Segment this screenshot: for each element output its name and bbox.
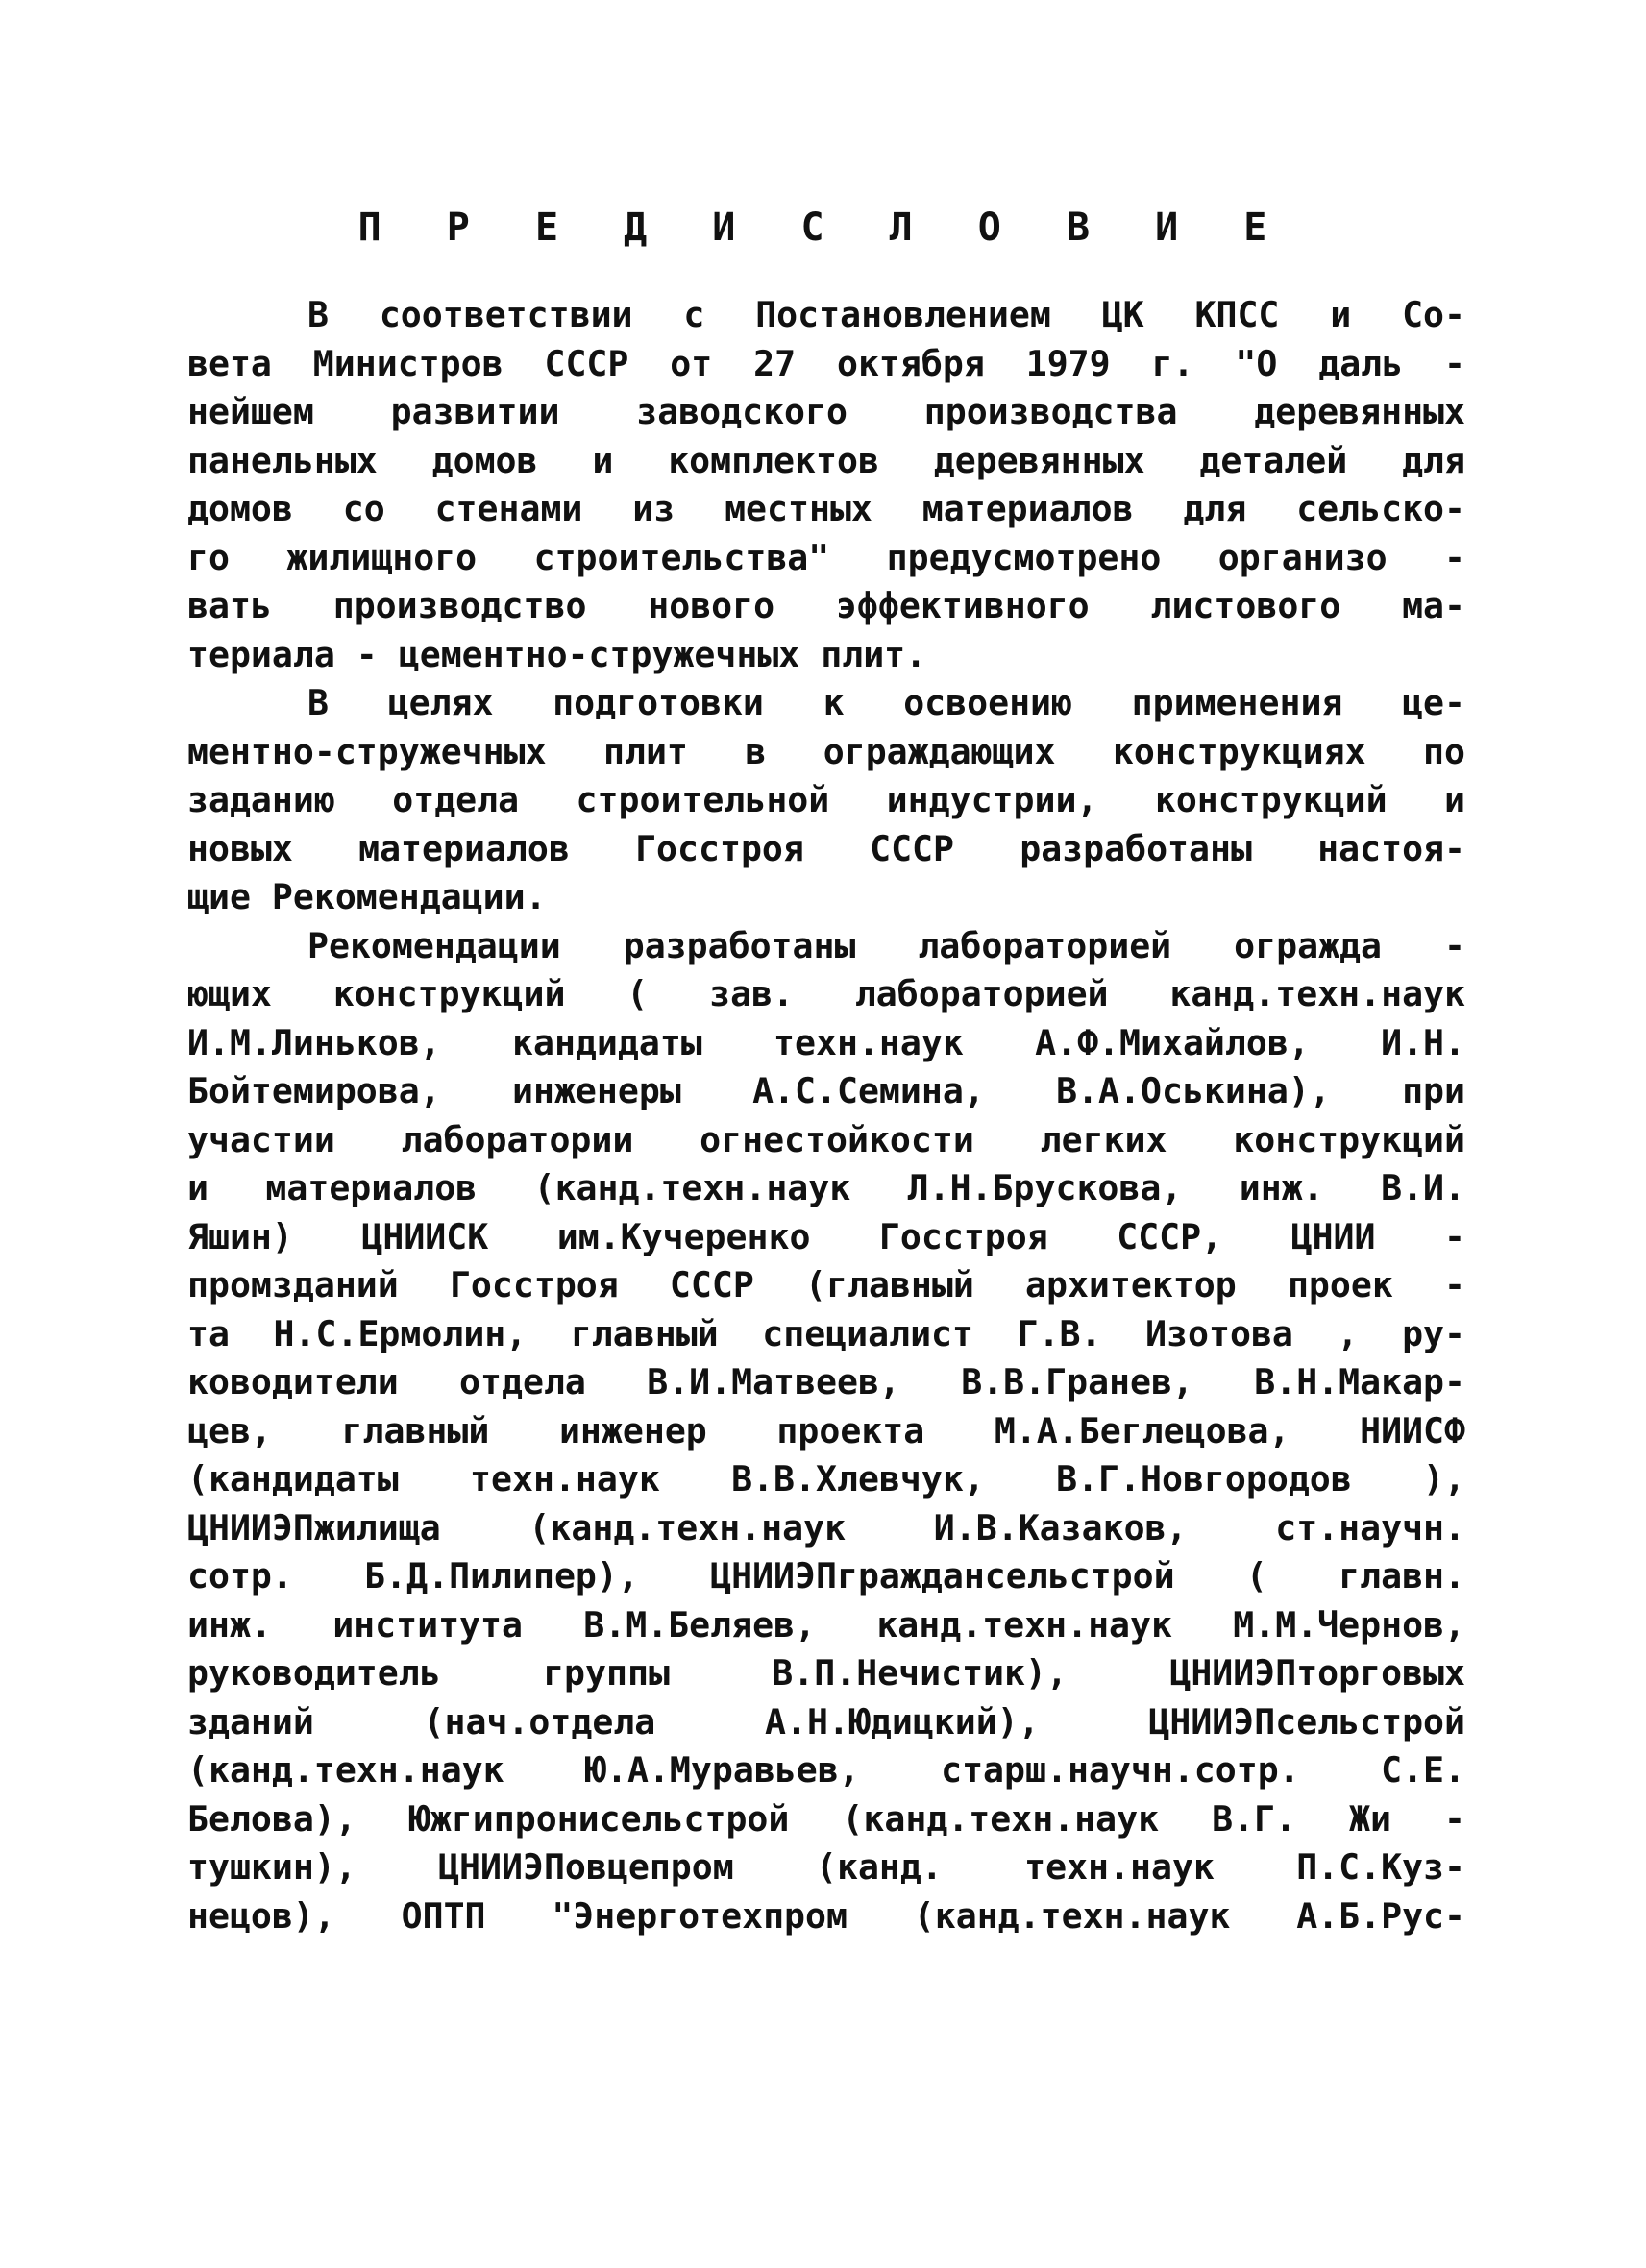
text-line: промзданий Госстроя СССР (главный архитектор проек -	[187, 1264, 1465, 1305]
text-line: Яшин) ЦНИИСК им.Кучеренко Госстроя СССР, ЦНИИ -	[187, 1215, 1465, 1257]
text-line: вать производство нового эффективного листового ма-	[187, 585, 1465, 626]
text-line: Бойтемирова, инженеры А.С.Семина, В.А.Оськина), при	[187, 1070, 1465, 1111]
text-line: заданию отдела строительной индустрии, конструкций и	[187, 779, 1465, 820]
text-line: нейшем развитии заводского производства деревянных	[187, 391, 1465, 432]
text-line: го жилищного строительства" предусмотрено организо -	[187, 536, 1465, 578]
text-line: ЦНИИЭПжилища (канд.техн.наук И.В.Казаков, ст.научн.	[187, 1506, 1465, 1549]
text-line: (канд.техн.наук Ю.А.Муравьев, старш.научн.сотр. С.Е.	[187, 1749, 1465, 1791]
text-line: И.М.Линьков, кандидаты техн.наук А.Ф.Михайлов, И.Н.	[187, 1021, 1465, 1063]
text-line: Рекомендации разработаны лабораторией огражда -	[307, 924, 1465, 966]
text-line: сотр. Б.Д.Пилипер), ЦНИИЭПграждансельстрой ( главн.	[187, 1555, 1465, 1597]
text-line: щие Рекомендации.	[187, 876, 547, 917]
text-line: панельных домов и комплектов деревянных деталей для	[187, 439, 1465, 481]
text-line: ющих конструкций ( зав. лабораторией канд.техн.наук	[187, 973, 1465, 1014]
text-line: инж. института В.М.Беляев, канд.техн.наук М.М.Чернов,	[187, 1603, 1465, 1646]
text-line: (кандидаты техн.наук В.В.Хлевчук, В.Г.Новгородов ),	[187, 1458, 1465, 1500]
text-line: цев, главный инженер проекта М.А.Беглецова, НИИСФ	[187, 1409, 1465, 1451]
text-line: териала - цементно-стружечных плит.	[187, 633, 927, 675]
text-line: нецов), ОПТП "Энерготехпром (канд.техн.наук А.Б.Рус-	[187, 1894, 1465, 1937]
text-line: ководители отдела В.И.Матвеев, В.В.Гранев, В.Н.Макар-	[187, 1361, 1465, 1402]
text-line: Белова), Южгипронисельстрой (канд.техн.наук В.Г. Жи -	[187, 1797, 1465, 1840]
text-line: участии лаборатории огнестойкости легких конструкций	[187, 1118, 1465, 1160]
page-title: П Р Е Д И С Л О В И Е	[357, 206, 1289, 250]
text-line: тушкин), ЦНИИЭПовцепром (канд. техн.наук П.С.Куз-	[187, 1846, 1465, 1888]
text-line: новых материалов Госстроя СССР разработаны настоя-	[187, 827, 1465, 869]
text-line: вета Министров СССР от 27 октября 1979 г. "О даль -	[187, 342, 1465, 384]
text-line: В целях подготовки к освоению применения це-	[307, 682, 1465, 723]
preface-body	[187, 291, 1465, 1940]
text-line: домов со стенами из местных материалов для сельско-	[187, 488, 1465, 529]
text-line: и материалов (канд.техн.наук Л.Н.Брускова, инж. В.И.	[187, 1167, 1465, 1208]
text-line: та Н.С.Ермолин, главный специалист Г.В. Изотова , ру-	[187, 1312, 1465, 1354]
text-line: зданий (нач.отдела А.Н.Юдицкий), ЦНИИЭПсельстрой	[187, 1700, 1465, 1743]
text-line: В соответствии с Постановлением ЦК КПСС и Со-	[307, 294, 1465, 335]
text-line: руководитель группы В.П.Нечистик), ЦНИИЭПторговых	[187, 1652, 1465, 1694]
text-line: ментно-стружечных плит в ограждающих конструкциях по	[187, 730, 1465, 772]
